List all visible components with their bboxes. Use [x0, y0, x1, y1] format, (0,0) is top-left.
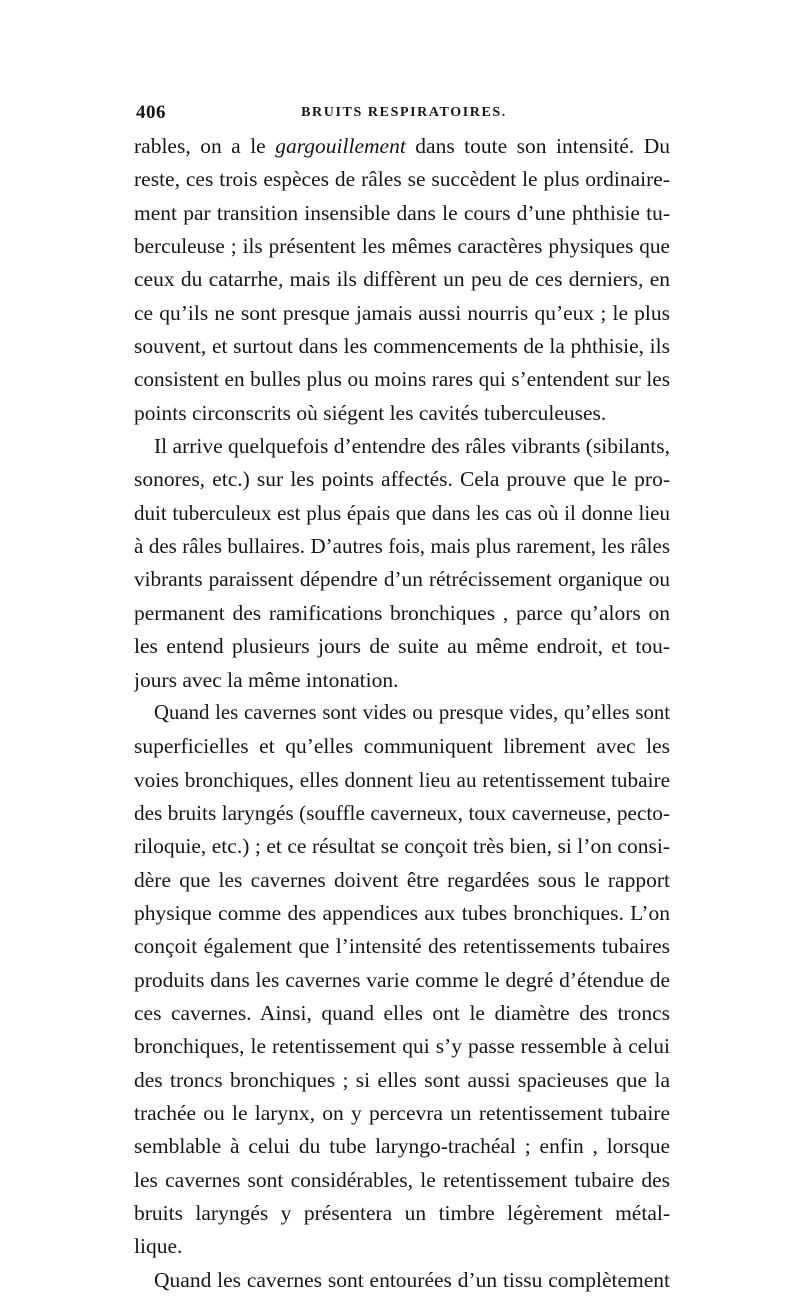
text-segment: lique. [134, 1234, 183, 1259]
text-line [134, 697, 670, 730]
text-segment: des troncs bronchiques ; si elles sont aussi spacieuses que la [134, 1067, 670, 1092]
text-line [134, 197, 670, 230]
text-segment: les entend plusieurs jours de suite au même endroit, et tou- [134, 634, 670, 659]
text-line [134, 964, 670, 997]
text-segment: physique comme des appendices aux tubes bronchiques. L’on [134, 900, 670, 925]
text-segment: les cavernes sont considérables, le retentissement tubaire des [134, 1167, 670, 1192]
text-segment: ceux du catarrhe, mais ils diffèrent un peu de ces derniers, en [134, 267, 670, 292]
text-line [134, 1030, 670, 1063]
text-segment: superficielles et qu’elles communiquent librement avec les [134, 734, 670, 759]
text-segment: semblable à celui du tube laryngo-trachéal ; enfin , lorsque [134, 1134, 670, 1159]
text-line [134, 1097, 670, 1130]
text-segment: voies bronchiques, elles donnent lieu au retentissement tubaire [134, 767, 670, 792]
text-segment: bruits laryngés y présentera un timbre légèrement métal- [134, 1201, 670, 1225]
text-segment: riloquie, etc.) ; et ce résultat se conçoit très bien, si l’on consi- [134, 834, 670, 859]
text-segment: permanent des ramifications bronchiques , parce qu’alors on [134, 600, 670, 625]
page-number: 406 [136, 102, 166, 123]
text-line [134, 730, 670, 763]
text-line [134, 897, 670, 930]
text-line [134, 497, 670, 530]
text-line [134, 597, 670, 630]
italic-term: gargouillement [275, 134, 406, 158]
text-segment: trachée ou le larynx, on y percevra un retentissement tubaire [134, 1100, 670, 1125]
text-segment: consistent en bulles plus ou moins rares qui s’entendent sur les [134, 367, 670, 392]
body-text [134, 130, 670, 1297]
text-line [134, 530, 670, 563]
text-line [134, 864, 670, 897]
text-line [134, 664, 670, 697]
text-line [134, 930, 670, 963]
text-line [134, 363, 670, 396]
text-line [134, 397, 670, 430]
text-segment: rables, on a le [134, 134, 276, 158]
text-line [134, 263, 670, 296]
text-line [134, 1264, 670, 1297]
text-segment: duit tuberculeux est plus épais que dans les cas où il donne lieu [134, 500, 670, 525]
text-line [134, 997, 670, 1030]
text-line [134, 230, 670, 263]
text-segment: ce qu’ils ne sont presque jamais aussi nourris qu’eux ; le plus [134, 300, 670, 325]
text-segment: ment par transition insensible dans le cours d’une phthisie tu- [134, 200, 670, 225]
text-segment: berculeuse ; ils présentent les mêmes caractères physiques que [134, 234, 670, 259]
text-segment: Il arrive quelquefois d’entendre des râles vibrants (sibilants, [154, 434, 670, 459]
text-line [134, 1064, 670, 1097]
text-segment: dans toute son intensité. Du [405, 134, 670, 158]
text-segment: reste, ces trois espèces de râles se succèdent le plus ordinaire- [134, 167, 670, 192]
text-segment: vibrants paraissent dépendre d’un rétrécissement organique ou [134, 567, 670, 592]
text-line [134, 1197, 670, 1230]
text-segment: bronchiques, le retentissement qui s’y passe ressemble à celui [134, 1034, 670, 1059]
text-line [134, 1164, 670, 1197]
text-segment: Quand les cavernes sont vides ou presque vides, qu’elles sont [154, 701, 670, 724]
text-line [134, 830, 670, 863]
text-line [134, 163, 670, 196]
text-line [134, 630, 670, 663]
text-segment: jours avec la même intonation. [134, 667, 399, 692]
text-segment: des bruits laryngés (souffle caverneux, toux caverneuse, pecto- [134, 800, 670, 825]
text-segment: conçoit également que l’intensité des retentissements tubaires [134, 934, 670, 959]
text-line [134, 330, 670, 363]
text-line [134, 130, 670, 163]
text-segment: dère que les cavernes doivent être regardées sous le rapport [134, 867, 670, 892]
text-segment: Quand les cavernes sont entourées d’un tissu complètement [154, 1267, 670, 1292]
running-head [136, 102, 672, 124]
text-segment: ces cavernes. Ainsi, quand elles ont le diamètre des troncs [134, 1000, 670, 1025]
text-line [134, 297, 670, 330]
text-line [134, 430, 670, 463]
text-line [134, 797, 670, 830]
text-line [134, 1130, 670, 1163]
text-line [134, 1230, 670, 1263]
text-segment: points circonscrits où siégent les cavités tuberculeuses. [134, 400, 607, 425]
text-segment: souvent, et surtout dans les commencements de la phthisie, ils [134, 334, 670, 359]
running-title: BRUITS RESPIRATOIRES. [301, 105, 507, 120]
text-line [134, 563, 670, 596]
text-segment: sonores, etc.) sur les points affectés. Cela prouve que le pro- [134, 467, 670, 492]
text-segment: produits dans les cavernes varie comme le degré d’étendue de [134, 967, 670, 992]
text-line [134, 463, 670, 496]
text-segment: à des râles bullaires. D’autres fois, mais plus rarement, les râles [134, 534, 670, 559]
text-line [134, 764, 670, 797]
